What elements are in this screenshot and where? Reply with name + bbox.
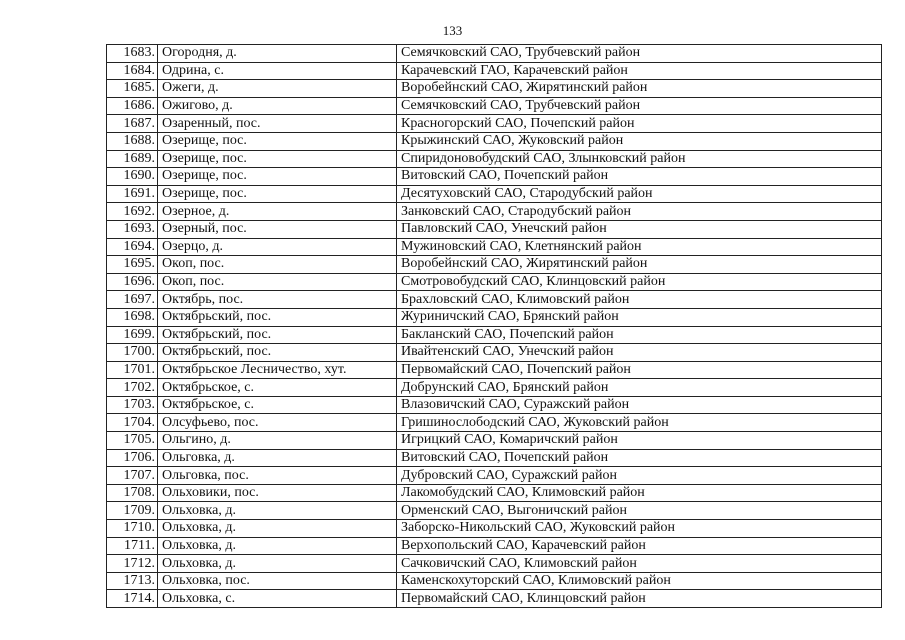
row-number: 1712. (107, 555, 158, 573)
table-row (107, 185, 882, 203)
row-number: 1714. (107, 590, 158, 608)
administrative-unit: Игрицкий САО, Комаричский район (397, 432, 882, 450)
administrative-unit: Семячковский САО, Трубчевский район (397, 97, 882, 115)
table-row (107, 432, 882, 450)
table-row (107, 344, 882, 362)
administrative-unit: Десятуховский САО, Стародубский район (397, 185, 882, 203)
table-row (107, 537, 882, 555)
settlement-name: Ожигово, д. (158, 97, 397, 115)
administrative-unit: Павловский САО, Унечский район (397, 220, 882, 238)
settlement-name: Ольховка, д. (158, 537, 397, 555)
administrative-unit: Верхопольский САО, Карачевский район (397, 537, 882, 555)
administrative-unit: Дубровский САО, Суражский район (397, 467, 882, 485)
administrative-unit: Заборско-Никольский САО, Жуковский район (397, 520, 882, 538)
table-row (107, 520, 882, 538)
administrative-unit: Каменскохуторский САО, Климовский район (397, 572, 882, 590)
table-row (107, 273, 882, 291)
row-number: 1708. (107, 484, 158, 502)
table-row (107, 326, 882, 344)
table-row (107, 45, 882, 63)
page-number: 133 (442, 23, 463, 38)
table-row (107, 572, 882, 590)
row-number: 1693. (107, 220, 158, 238)
administrative-unit: Первомайский САО, Почепский район (397, 361, 882, 379)
administrative-unit: Орменский САО, Выгоничский район (397, 502, 882, 520)
table-row (107, 414, 882, 432)
row-number: 1689. (107, 150, 158, 168)
administrative-unit: Ивайтенский САО, Унечский район (397, 344, 882, 362)
settlement-name: Озерный, пос. (158, 220, 397, 238)
settlement-name: Октябрьское Лесничество, хут. (158, 361, 397, 379)
row-number: 1704. (107, 414, 158, 432)
administrative-unit: Семячковский САО, Трубчевский район (397, 45, 882, 63)
table-row (107, 502, 882, 520)
table-row (107, 168, 882, 186)
administrative-unit: Воробейнский САО, Жирятинский район (397, 80, 882, 98)
row-number: 1699. (107, 326, 158, 344)
settlement-name: Ожеги, д. (158, 80, 397, 98)
row-number: 1710. (107, 520, 158, 538)
row-number: 1707. (107, 467, 158, 485)
row-number: 1690. (107, 168, 158, 186)
row-number: 1706. (107, 449, 158, 467)
row-number: 1711. (107, 537, 158, 555)
settlement-name: Огородня, д. (158, 45, 397, 63)
table-row (107, 256, 882, 274)
table-row (107, 220, 882, 238)
administrative-unit: Спиридоновобудский САО, Злынковский район (397, 150, 882, 168)
row-number: 1686. (107, 97, 158, 115)
administrative-unit: Занковский САО, Стародубский район (397, 203, 882, 221)
row-number: 1694. (107, 238, 158, 256)
row-number: 1695. (107, 256, 158, 274)
row-number: 1705. (107, 432, 158, 450)
table-row (107, 291, 882, 309)
table-row (107, 132, 882, 150)
table-row (107, 484, 882, 502)
row-number: 1698. (107, 308, 158, 326)
settlement-name: Ольховка, пос. (158, 572, 397, 590)
row-number: 1688. (107, 132, 158, 150)
row-number: 1691. (107, 185, 158, 203)
row-number: 1697. (107, 291, 158, 309)
administrative-unit: Витовский САО, Почепский район (397, 168, 882, 186)
settlement-name: Озерище, пос. (158, 168, 397, 186)
row-number: 1683. (107, 45, 158, 63)
administrative-unit: Лакомобудский САО, Климовский район (397, 484, 882, 502)
table-row (107, 80, 882, 98)
settlement-name: Окоп, пос. (158, 256, 397, 274)
table-row (107, 449, 882, 467)
table-row (107, 396, 882, 414)
administrative-unit: Смотровобудский САО, Клинцовский район (397, 273, 882, 291)
table-row (107, 361, 882, 379)
row-number: 1692. (107, 203, 158, 221)
administrative-unit: Карачевский ГАО, Карачевский район (397, 62, 882, 80)
settlement-name: Октябрьский, пос. (158, 308, 397, 326)
settlement-name: Октябрьский, пос. (158, 326, 397, 344)
settlement-name: Октябрь, пос. (158, 291, 397, 309)
settlement-name: Ольховка, с. (158, 590, 397, 608)
table-row (107, 62, 882, 80)
settlement-name: Озаренный, пос. (158, 115, 397, 133)
row-number: 1701. (107, 361, 158, 379)
table-body (107, 45, 882, 608)
table-row (107, 379, 882, 397)
table-row (107, 555, 882, 573)
settlement-name: Олсуфьево, пос. (158, 414, 397, 432)
settlement-name: Озерище, пос. (158, 132, 397, 150)
row-number: 1685. (107, 80, 158, 98)
row-number: 1703. (107, 396, 158, 414)
administrative-unit: Сачковичский САО, Климовский район (397, 555, 882, 573)
table-row (107, 115, 882, 133)
administrative-unit: Гришинослободский САО, Жуковский район (397, 414, 882, 432)
settlement-name: Ольховка, д. (158, 502, 397, 520)
settlement-name: Ольховка, д. (158, 555, 397, 573)
settlement-name: Одрина, с. (158, 62, 397, 80)
row-number: 1687. (107, 115, 158, 133)
administrative-unit: Красногорский САО, Почепский район (397, 115, 882, 133)
administrative-unit: Журиничский САО, Брянский район (397, 308, 882, 326)
settlement-name: Октябрьское, с. (158, 379, 397, 397)
settlement-name: Октябрьское, с. (158, 396, 397, 414)
settlement-name: Ольгино, д. (158, 432, 397, 450)
settlement-name: Озерцо, д. (158, 238, 397, 256)
settlement-name: Ольговка, д. (158, 449, 397, 467)
settlement-name: Октябрьский, пос. (158, 344, 397, 362)
settlement-name: Озерище, пос. (158, 150, 397, 168)
administrative-unit: Бакланский САО, Почепский район (397, 326, 882, 344)
table-row (107, 238, 882, 256)
table-row (107, 308, 882, 326)
row-number: 1696. (107, 273, 158, 291)
row-number: 1709. (107, 502, 158, 520)
row-number: 1713. (107, 572, 158, 590)
settlement-name: Ольховка, д. (158, 520, 397, 538)
row-number: 1702. (107, 379, 158, 397)
settlement-name: Ольховики, пос. (158, 484, 397, 502)
administrative-unit: Мужиновский САО, Клетнянский район (397, 238, 882, 256)
settlement-name: Окоп, пос. (158, 273, 397, 291)
table-row (107, 590, 882, 608)
table-row (107, 97, 882, 115)
table-row (107, 467, 882, 485)
administrative-unit: Первомайский САО, Клинцовский район (397, 590, 882, 608)
administrative-unit: Добрунский САО, Брянский район (397, 379, 882, 397)
administrative-unit: Крыжинский САО, Жуковский район (397, 132, 882, 150)
administrative-unit: Влазовичский САО, Суражский район (397, 396, 882, 414)
row-number: 1684. (107, 62, 158, 80)
settlements-table (106, 44, 882, 608)
settlement-name: Озерище, пос. (158, 185, 397, 203)
administrative-unit: Воробейнский САО, Жирятинский район (397, 256, 882, 274)
table-row (107, 203, 882, 221)
administrative-unit: Брахловский САО, Климовский район (397, 291, 882, 309)
settlement-name: Ольговка, пос. (158, 467, 397, 485)
settlement-name: Озерное, д. (158, 203, 397, 221)
administrative-unit: Витовский САО, Почепский район (397, 449, 882, 467)
table-row (107, 150, 882, 168)
row-number: 1700. (107, 344, 158, 362)
